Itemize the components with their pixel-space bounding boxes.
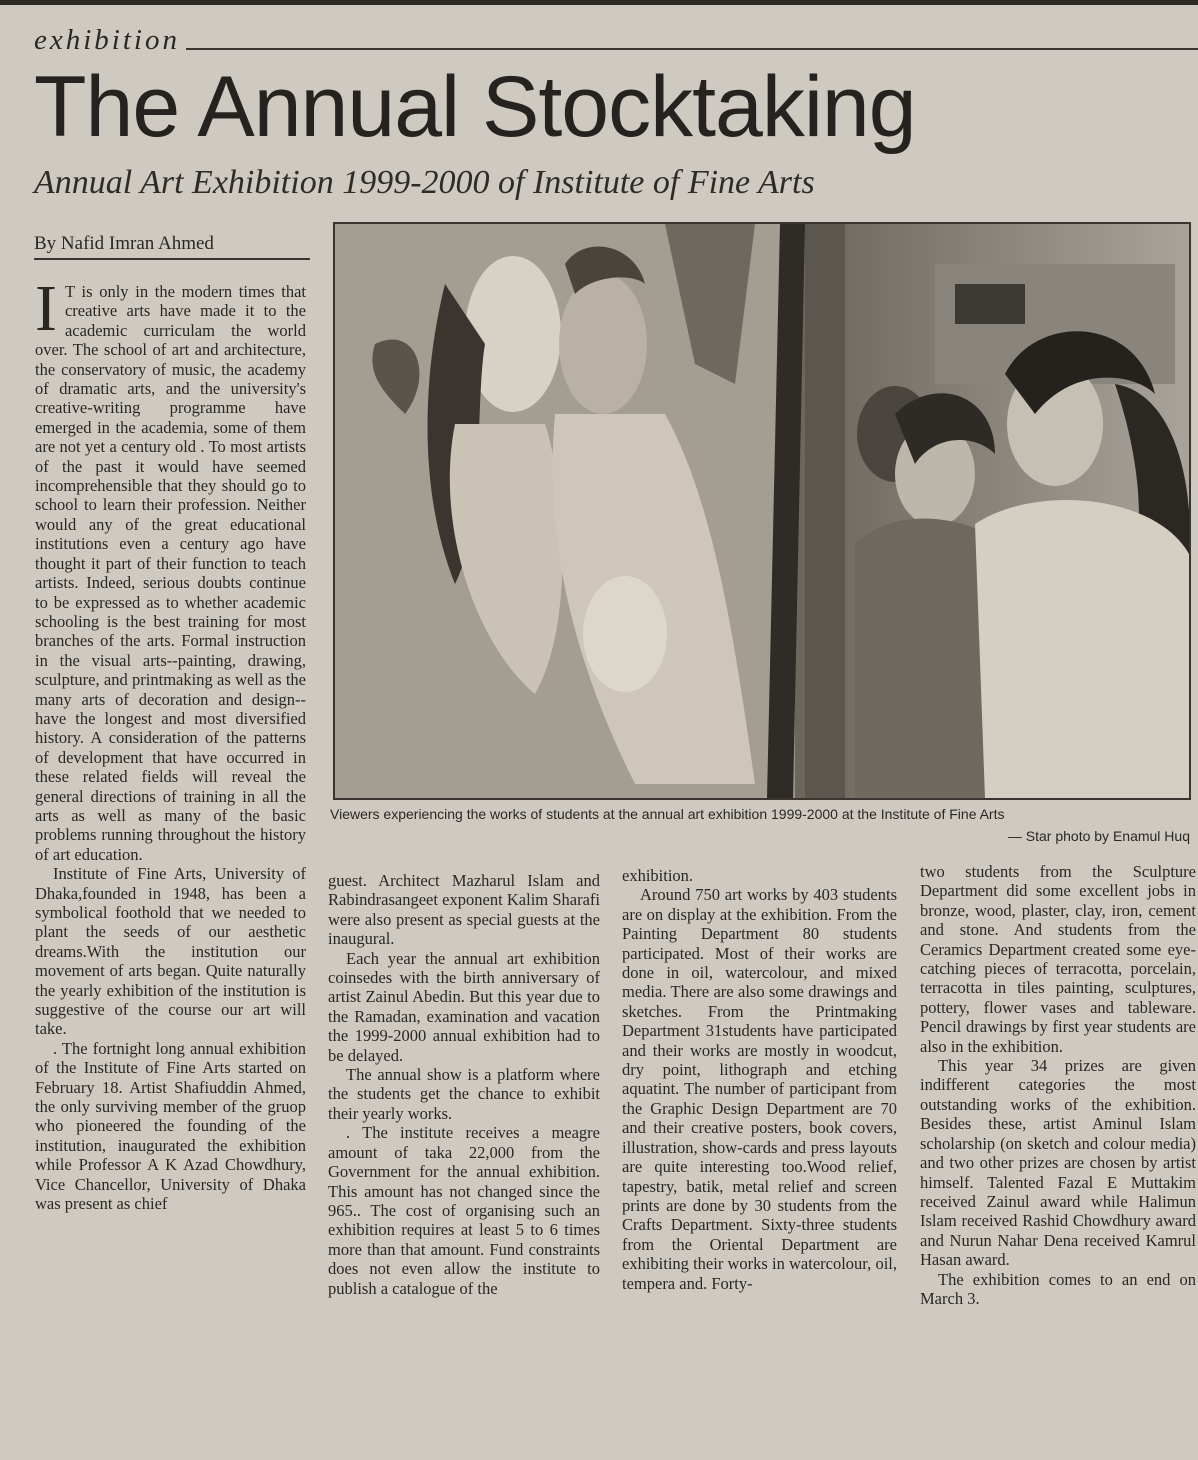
paragraph-8: exhibition. bbox=[622, 866, 694, 885]
paragraph-1-text: T is only in the modern times that creative arts have made it to the academic curriculam the world over. The school of art and architecture, the conservatory of music, the academy of dramatic arts, and the university's creative-writing programme have emerged in the academia, some of them are not yet a century old . To most artists of the past it would have seemed incomprehensible that they should go to school to learn their profession. Neither would any of the great educational institutions even a century ago have thought it part of their function to teach artists. Indeed, serious doubts continue to be expressed as to whether academic schooling is the best training for most branches of the arts. Formal instruction in the visual arts--painting, drawing, sculpture, and printmaking as well as the many arts of decoration and design--have the longest and most diversified history. A consideration of the patterns of development that have occurred in these related fields will reveal the general directions of training in all the arts as well as many of the basic problems running throughout the history of art education. bbox=[35, 282, 306, 864]
drop-cap: I bbox=[35, 272, 57, 345]
exhibition-photo bbox=[333, 222, 1191, 800]
article-column-3 bbox=[622, 866, 897, 1293]
section-kicker bbox=[34, 22, 1198, 58]
paragraph-11: This year 34 prizes are given indifferent categories the most outstanding works of the exhibition. Besides these, artist Aminul Islam scholarship (on sketch and colour media) and two other prizes are chosen by artist himself. Talented Fazal E Muttakim received Zainul award while Halimun Islam received Rashid Chowdhury award and Nurun Nahar Dena received Kamrul Hasan award. bbox=[920, 1056, 1196, 1270]
paragraph-2: Institute of Fine Arts, University of Dhaka,founded in 1948, has been a symbolical foothold that we needed to plant the seeds of our aesthetic dreams.With the institution our movement of arts began. Quite naturally the yearly exhibition of the institution is suggestive of the course our art will take. bbox=[35, 864, 306, 1039]
article-column-2 bbox=[328, 871, 600, 1298]
paragraph-6: The annual show is a platform where the students get the chance to exhibit their yearly works. bbox=[328, 1065, 600, 1123]
paragraph-1 bbox=[35, 272, 306, 864]
top-rule bbox=[0, 0, 1198, 5]
paragraph-7: . The institute receives a meagre amount of taka 22,000 from the Government for the annual exhibition. This amount has not changed since the 965.. The cost of organising such an exhibition requires at least 5 to 6 times more than that amount. Fund constraints does not even allow the institute to publish a catalogue of the bbox=[328, 1123, 600, 1298]
kicker-rule bbox=[34, 48, 1198, 50]
section-label: exhibition bbox=[34, 24, 186, 57]
paragraph-12: The exhibition comes to an end on March 3. bbox=[920, 1269, 1196, 1308]
paragraph-3: . The fortnight long annual exhibition of the Institute of Fine Arts started on February 18. Artist Shafiuddin Ahmed, the only surviving member of the gruop who pioneered the founding of the institution, inaugurated the exhibition while Professor A K Azad Chowdhury, Vice Chancellor, University of Dhaka was present as chief bbox=[35, 1038, 306, 1214]
byline: By Nafid Imran Ahmed bbox=[34, 233, 310, 260]
headline: The Annual Stocktaking bbox=[34, 59, 916, 155]
paragraph-5: Each year the annual art exhibition coinsedes with the birth anniversary of artist Zainul Abedin. But this year due to the Ramadan, examination and vacation the 1999-2000 annual exhibition had to be delayed. bbox=[328, 948, 600, 1065]
paragraph-9: Around 750 art works by 403 students are on display at the exhibition. From the Painting Department 80 students participated. Most of their works are done in oil, watercolour, and mixed media. There are also some drawings and sketches. From the Printmaking Department 31students have participated and their works are mostly in woodcut, dry point, lithograph and etching aquatint. The number of participant from the Graphic Design Department are 70 and their creative posters, book covers, illustration, show-cards and press layouts are quite interesting too.Wood relief, tapestry, batik, metal relief and screen prints are done by 30 students from the Crafts Department. Sixty-three students from the Oriental Department are exhibiting their works in watercolour, oil, tempera and. Forty- bbox=[622, 885, 897, 1293]
article-column-4 bbox=[920, 862, 1196, 1308]
paragraph-4: guest. Architect Mazharul Islam and Rabindrasangeet exponent Kalim Sharafi were also present as special guests at the inaugural. bbox=[328, 871, 600, 949]
subheadline: Annual Art Exhibition 1999-2000 of Institute of Fine Arts bbox=[34, 164, 815, 201]
article-column-1 bbox=[35, 272, 306, 1214]
cropped-text-fragment bbox=[34, 1440, 154, 1454]
paragraph-10: two students from the Sculpture Department did some excellent jobs in bronze, wood, plaster, clay, iron, cement and stone. And students from the Ceramics Department created some eye-catching pieces of terracotta, porcelain, terracotta in tiles painting, sculptures, pottery, flower vases and tableware. Pencil drawings by first year students are also in the exhibition. bbox=[920, 862, 1196, 1056]
photo-illustration bbox=[335, 224, 1189, 798]
photo-credit: — Star photo by Enamul Huq bbox=[1007, 828, 1190, 844]
photo-caption: Viewers experiencing the works of students at the annual art exhibition 1999-2000 at the Institute of Fine Arts bbox=[330, 806, 1005, 822]
